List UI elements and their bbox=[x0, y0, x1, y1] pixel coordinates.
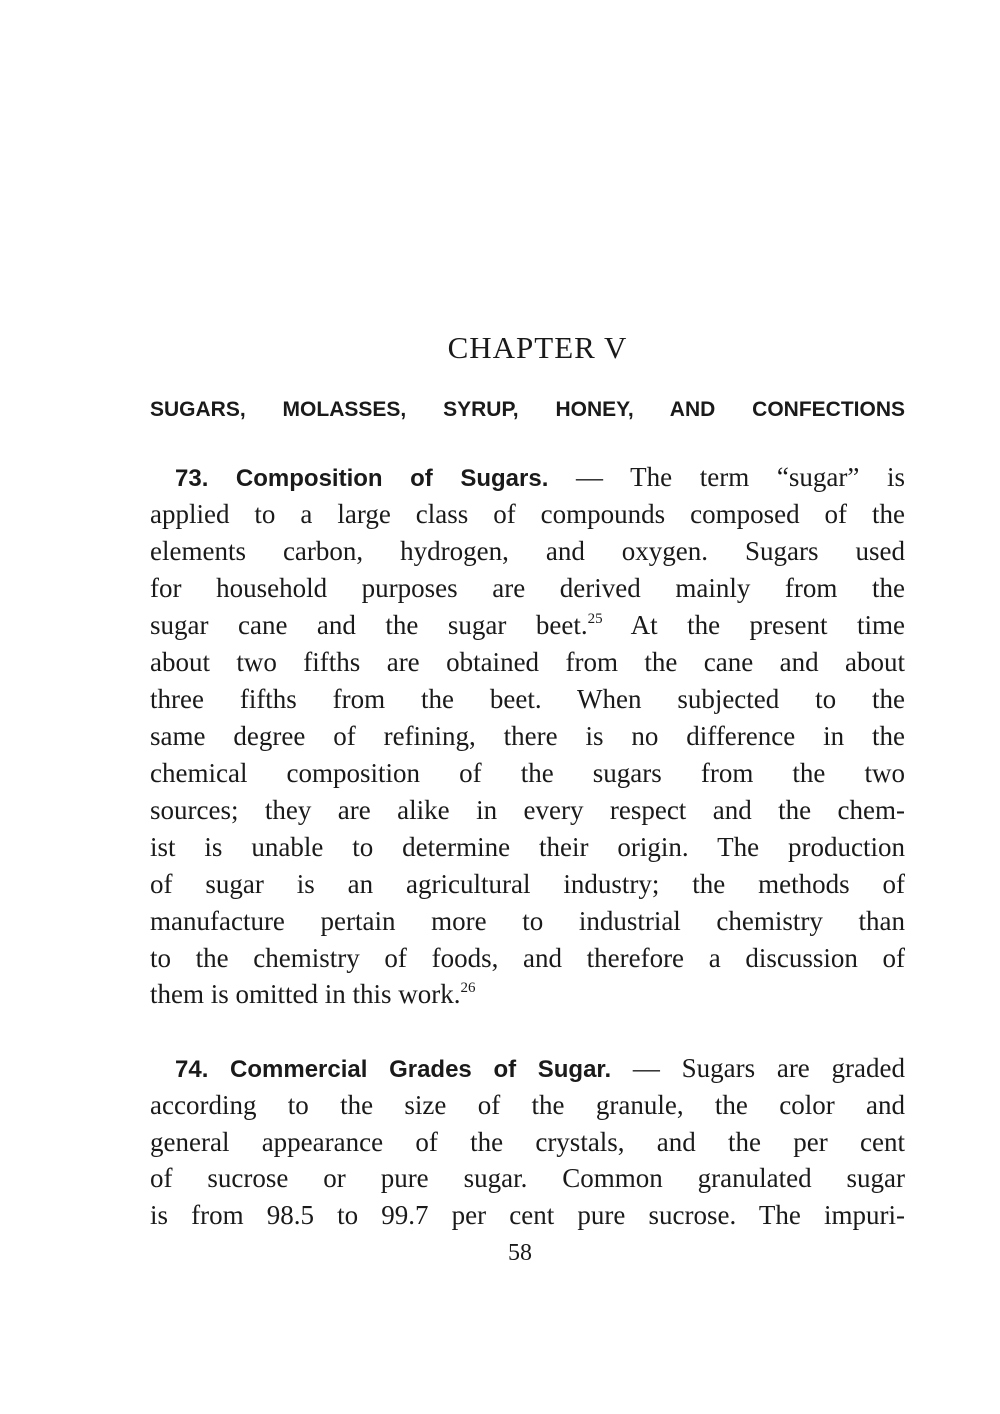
text-line bbox=[150, 943, 905, 973]
line-text: At the present time bbox=[602, 610, 906, 640]
footnote-reference: 25 bbox=[587, 611, 603, 627]
section-heading: 74. Commercial Grades of Sugar. bbox=[175, 1056, 612, 1083]
text-line bbox=[150, 1163, 905, 1193]
text-line bbox=[150, 869, 905, 899]
line-text: according to the size of the granule, the color and bbox=[150, 1090, 905, 1120]
line-text: sugar cane and the sugar beet. bbox=[150, 610, 588, 640]
text-line bbox=[150, 684, 905, 714]
line-text: same degree of refining, there is no difference in the bbox=[150, 721, 905, 751]
line-text: to the chemistry of foods, and therefore a discussion of bbox=[150, 943, 905, 973]
text-line bbox=[150, 573, 905, 603]
line-text: — The term “sugar” is bbox=[548, 462, 905, 492]
line-text: — Sugars are graded bbox=[611, 1053, 905, 1083]
text-line bbox=[150, 1200, 905, 1230]
text-line bbox=[150, 610, 905, 640]
chapter-title: CHAPTER V bbox=[447, 330, 628, 365]
text-line bbox=[150, 979, 905, 1009]
text-line bbox=[150, 647, 905, 677]
line-text: elements carbon, hydrogen, and oxygen. Sugars used bbox=[150, 536, 905, 566]
chapter-subtitle: SUGARS, MOLASSES, SYRUP, HONEY, AND CONFECTIONS bbox=[150, 398, 905, 421]
text-line bbox=[150, 906, 905, 936]
line-text: applied to a large class of compounds composed of the bbox=[150, 499, 905, 529]
line-text: ist is unable to determine their origin. The production bbox=[150, 832, 905, 862]
line-text: of sugar is an agricultural industry; the methods of bbox=[150, 869, 905, 899]
line-text: them is omitted in this work. bbox=[150, 979, 461, 1009]
text-line bbox=[150, 1090, 905, 1120]
text-line bbox=[150, 721, 905, 751]
section-heading: 73. Composition of Sugars. bbox=[175, 465, 549, 492]
text-line bbox=[150, 832, 905, 862]
text-line bbox=[150, 795, 905, 825]
text-line bbox=[150, 758, 905, 788]
section-heading-line bbox=[150, 462, 905, 494]
line-text: general appearance of the crystals, and the per cent bbox=[150, 1127, 905, 1157]
line-text: three fifths from the beet. When subjected to the bbox=[150, 684, 905, 714]
footnote-reference: 26 bbox=[460, 980, 476, 996]
text-line bbox=[150, 536, 905, 566]
line-text: sources; they are alike in every respect and the chem- bbox=[150, 795, 905, 825]
line-text: for household purposes are derived mainly from the bbox=[150, 573, 905, 603]
line-text: manufacture pertain more to industrial chemistry than bbox=[150, 906, 905, 936]
text-line bbox=[150, 499, 905, 529]
line-text: chemical composition of the sugars from the two bbox=[150, 758, 905, 788]
line-text: about two fifths are obtained from the cane and about bbox=[150, 647, 905, 677]
text-line bbox=[150, 1127, 905, 1157]
page-number: 58 bbox=[508, 1240, 532, 1266]
line-text: is from 98.5 to 99.7 per cent pure sucrose. The impuri- bbox=[150, 1200, 905, 1230]
section-heading-line bbox=[150, 1053, 905, 1085]
line-text: of sucrose or pure sugar. Common granulated sugar bbox=[150, 1163, 905, 1193]
